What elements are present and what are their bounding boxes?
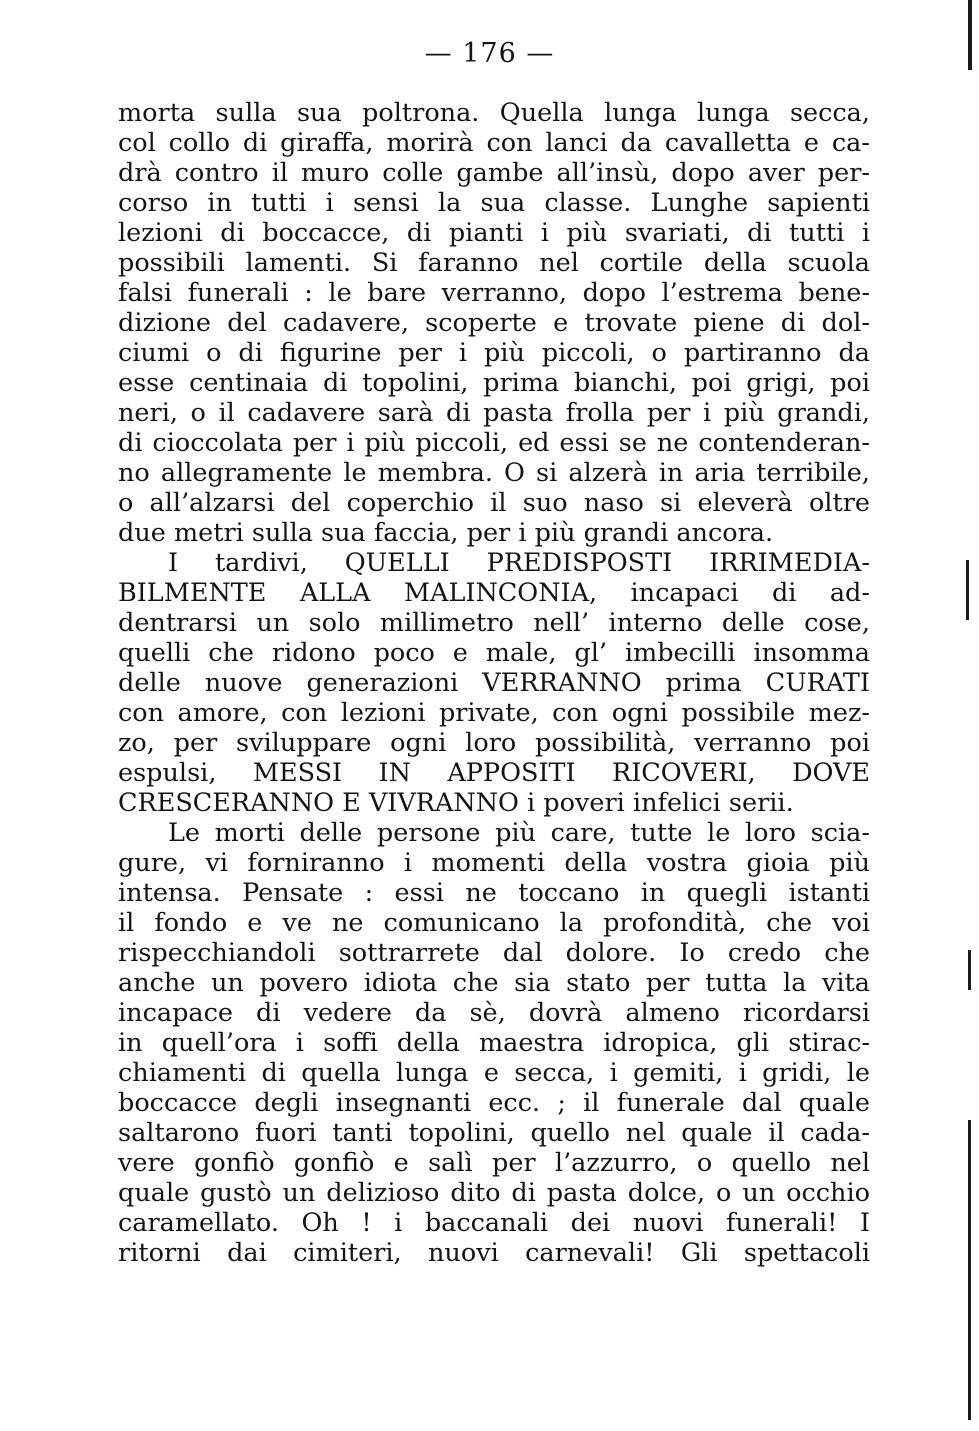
text-line: chiamenti di quella lunga e secca, i gemiti, i gridi, le xyxy=(118,1058,870,1088)
text-line: CRESCERANNO E VIVRANNO i poveri infelici serii. xyxy=(118,788,794,818)
text-line: boccacce degli insegnanti ecc. ; il funerale dal quale xyxy=(118,1088,870,1118)
text-line: incapace di vedere da sè, dovrà almeno ricordarsi xyxy=(118,998,870,1028)
scan-edge-mark xyxy=(968,950,971,990)
text-line: corso in tutti i sensi la sua classe. Lunghe sapienti xyxy=(118,188,870,218)
text-line: falsi funerali : le bare verranno, dopo l’estrema bene- xyxy=(118,278,870,308)
text-line: quale gustò un delizioso dito di pasta dolce, o un occhio xyxy=(118,1178,870,1208)
body-text xyxy=(118,98,870,1268)
text-line: saltarono fuori tanti topolini, quello nel quale il cada- xyxy=(118,1118,870,1148)
text-line: il fondo e ve ne comunicano la profondità, che voi xyxy=(118,908,870,938)
text-line: intensa. Pensate : essi ne toccano in quegli istanti xyxy=(118,878,870,908)
text-line: rispecchiandoli sottrarrete dal dolore. Io credo che xyxy=(118,938,870,968)
text-line: I tardivi, QUELLI PREDISPOSTI IRRIMEDIA- xyxy=(168,548,870,578)
text-line: espulsi, MESSI IN APPOSITI RICOVERI, DOVE xyxy=(118,758,870,788)
text-line: drà contro il muro colle gambe all’insù, dopo aver per- xyxy=(118,158,870,188)
text-line: Le morti delle persone più care, tutte le loro scia- xyxy=(168,818,870,848)
scan-edge-mark xyxy=(968,1120,971,1420)
text-line: dentrarsi un solo millimetro nell’ interno delle cose, xyxy=(118,608,870,638)
text-line: caramellato. Oh ! i baccanali dei nuovi funerali! I xyxy=(118,1208,870,1238)
page-number: — 176 — xyxy=(424,38,555,69)
text-line: delle nuove generazioni VERRANNO prima CURATI xyxy=(118,668,870,698)
text-line: con amore, con lezioni private, con ogni possibile mez- xyxy=(118,698,870,728)
text-line: lezioni di boccacce, di pianti i più svariati, di tutti i xyxy=(118,218,870,248)
text-line: zo, per sviluppare ogni loro possibilità, verranno poi xyxy=(118,728,870,758)
text-line: due metri sulla sua faccia, per i più grandi ancora. xyxy=(118,518,774,548)
text-line: ciumi o di figurine per i più piccoli, o partiranno da xyxy=(118,338,870,368)
text-line: ritorni dai cimiteri, nuovi carnevali! Gli spettacoli xyxy=(118,1238,870,1268)
text-line: gure, vi forniranno i momenti della vostra gioia più xyxy=(118,848,870,878)
text-line: in quell’ora i soffi della maestra idropica, gli stirac- xyxy=(118,1028,870,1058)
text-line: anche un povero idiota che sia stato per tutta la vita xyxy=(118,968,870,998)
text-line: no allegramente le membra. O si alzerà in aria terribile, xyxy=(118,458,870,488)
text-line: BILMENTE ALLA MALINCONIA, incapaci di ad- xyxy=(118,578,870,608)
scan-edge-mark xyxy=(966,560,969,620)
scan-edge-mark xyxy=(968,0,972,70)
text-line: possibili lamenti. Si faranno nel cortile della scuola xyxy=(118,248,870,278)
text-line: morta sulla sua poltrona. Quella lunga lunga secca, xyxy=(118,98,870,128)
text-line: vere gonfiò gonfiò e salì per l’azzurro, o quello nel xyxy=(118,1148,870,1178)
text-line: col collo di giraffa, morirà con lanci da cavalletta e ca- xyxy=(118,128,870,158)
text-line: o all’alzarsi del coperchio il suo naso si eleverà oltre xyxy=(118,488,870,518)
text-line: dizione del cadavere, scoperte e trovate piene di dol- xyxy=(118,308,870,338)
text-line: di cioccolata per i più piccoli, ed essi se ne contenderan- xyxy=(118,428,870,458)
text-line: neri, o il cadavere sarà di pasta frolla per i più grandi, xyxy=(118,398,870,428)
text-line: quelli che ridono poco e male, gl’ imbecilli insomma xyxy=(118,638,870,668)
text-line: esse centinaia di topolini, prima bianchi, poi grigi, poi xyxy=(118,368,870,398)
